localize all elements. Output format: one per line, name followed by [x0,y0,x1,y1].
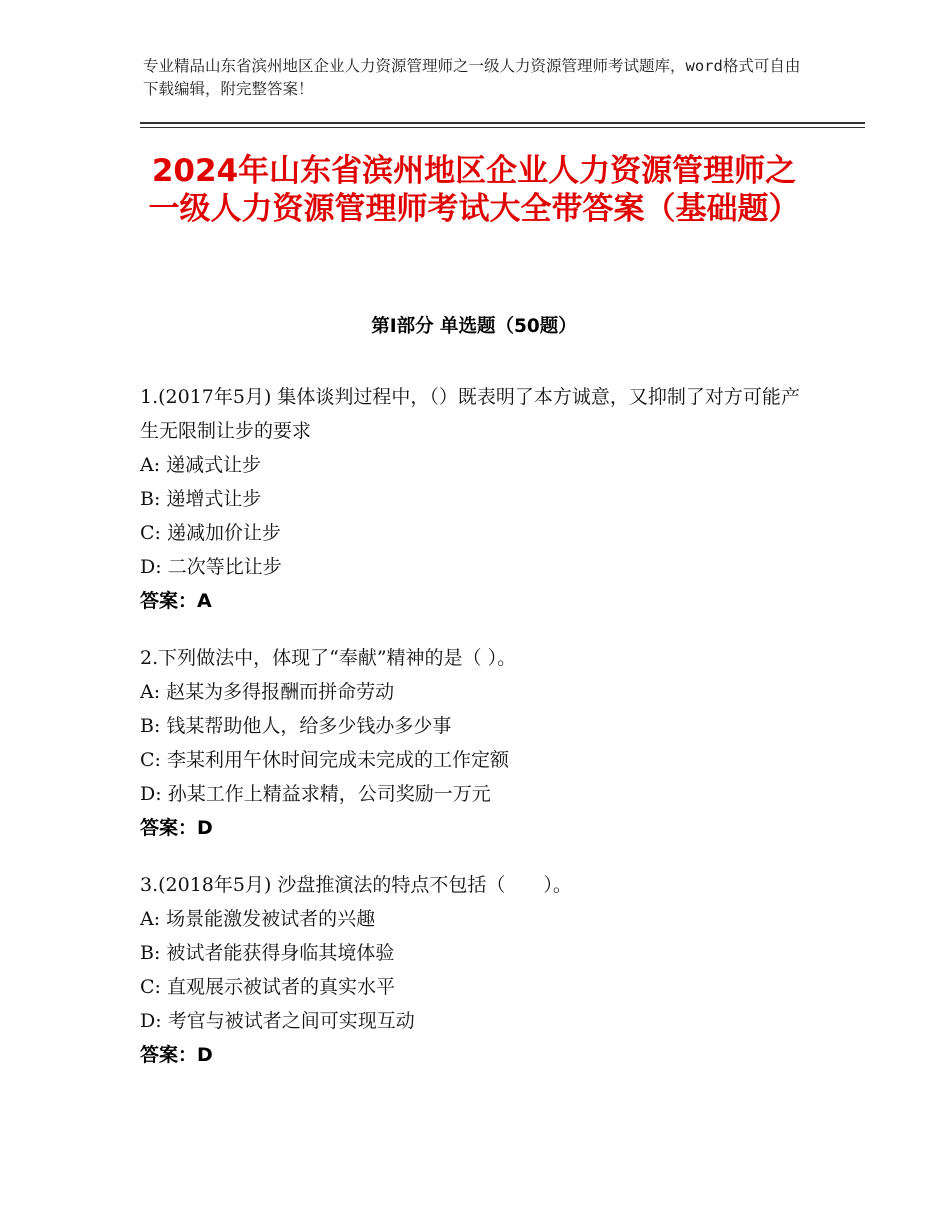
question-list [140,380,815,1095]
question-2 [140,641,815,845]
option-letter: D: [140,1010,162,1032]
option-text: 钱某帮助他人，给多少钱办多少事 [166,715,452,737]
answer-line [140,1038,815,1072]
question-3 [140,868,815,1072]
option-d [140,550,815,584]
answer-line [140,811,815,845]
option-text: 李某利用午休时间完成未完成的工作定额 [167,749,510,771]
option-text: 直观展示被试者的真实水平 [167,976,396,998]
option-c [140,516,815,550]
option-letter: A: [140,681,161,703]
answer-line [140,584,815,618]
section-heading: 第Ⅰ部分 单选题（50题） [371,316,577,337]
option-text: 被试者能获得身临其境体验 [166,942,395,964]
option-b [140,709,815,743]
option-c [140,970,815,1004]
answer-value: D [197,817,213,839]
option-text: 场景能激发被试者的兴趣 [166,908,376,930]
option-letter: B: [140,942,161,964]
option-letter: B: [140,488,161,510]
option-text: 递减式让步 [166,454,262,476]
option-b [140,482,815,516]
answer-label: 答案： [140,1044,198,1066]
header-rule-thick [140,122,865,124]
option-text: 二次等比让步 [167,556,282,578]
option-letter: A: [140,908,161,930]
option-letter: C: [140,749,161,771]
option-letter: B: [140,715,161,737]
option-letter: A: [140,454,161,476]
option-a [140,902,815,936]
answer-label: 答案： [140,817,198,839]
option-letter: C: [140,522,161,544]
question-stem: 3.(2018年5月) 沙盘推演法的特点不包括（ ）。 [140,874,572,896]
question-1 [140,380,815,618]
option-text: 递增式让步 [166,488,262,510]
header-note: 专业精品山东省滨州地区企业人力资源管理师之一级人力资源管理师考试题库，word格式可自由下载编辑，附完整答案！ [143,57,801,98]
answer-value: D [197,1044,213,1066]
option-text: 孙某工作上精益求精，公司奖励一万元 [167,783,491,805]
option-a [140,675,815,709]
option-d [140,1004,815,1038]
question-stem: 2.下列做法中，体现了“奉献”精神的是（ ）。 [140,647,517,669]
option-letter: D: [140,556,162,578]
option-c [140,743,815,777]
answer-label: 答案： [140,590,198,612]
header-rule-thin [140,127,865,128]
option-b [140,936,815,970]
option-letter: C: [140,976,161,998]
option-text: 赵某为多得报酬而拼命劳动 [166,681,395,703]
option-text: 递减加价让步 [167,522,282,544]
answer-value: A [197,590,212,612]
question-stem: 1.(2017年5月) 集体谈判过程中，（）既表明了本方诚意，又抑制了对方可能产生无限制让步的要求 [140,386,800,442]
option-a [140,448,815,482]
option-text: 考官与被试者之间可实现互动 [167,1010,415,1032]
option-letter: D: [140,783,162,805]
document-title: 2024年山东省滨州地区企业人力资源管理师之一级人力资源管理师考试大全带答案（基础题） [148,153,800,227]
option-d [140,777,815,811]
